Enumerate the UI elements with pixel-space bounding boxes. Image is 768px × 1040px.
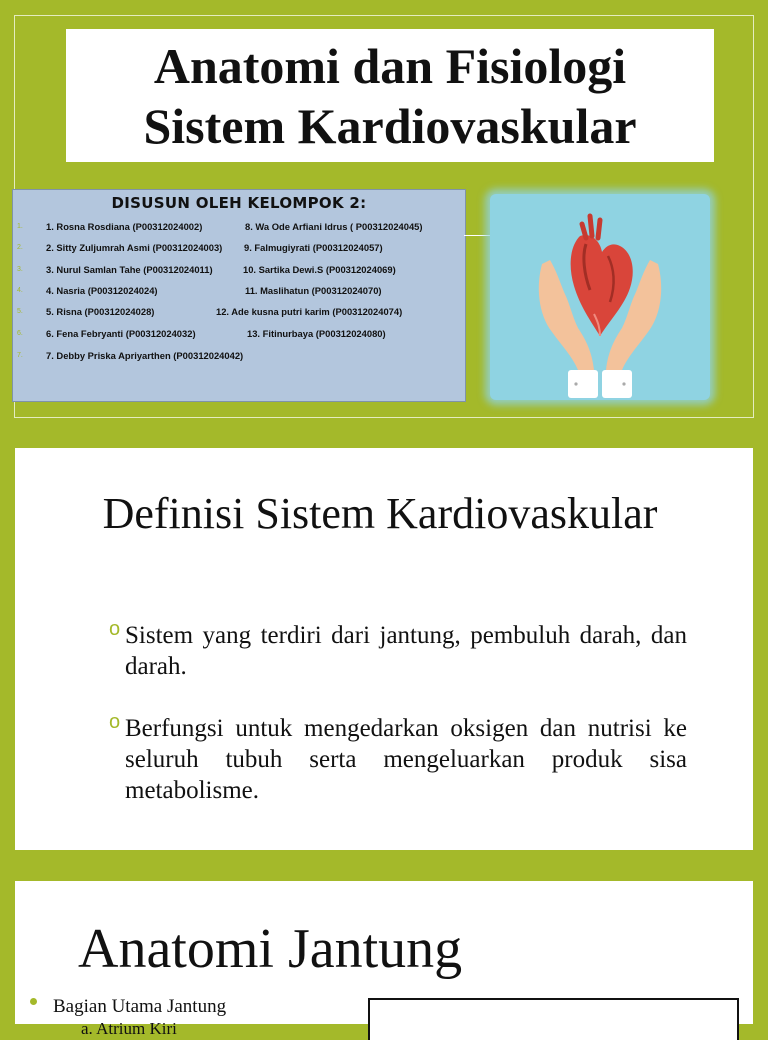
member-row bbox=[13, 285, 465, 303]
anatomy-slide bbox=[15, 881, 753, 1038]
bullet-text: Sistem yang terdiri dari jantung, pembuluh darah, dan darah. bbox=[125, 622, 687, 680]
member-left: 5. Risna (P00312024028) bbox=[46, 306, 155, 317]
bullet-dot-icon bbox=[30, 998, 37, 1005]
member-left: 3. Nurul Samlan Tahe (P00312024011) bbox=[46, 264, 213, 275]
member-row bbox=[13, 328, 465, 346]
definition-slide bbox=[15, 448, 753, 850]
member-row bbox=[13, 242, 465, 260]
member-left: 2. Sitty Zuljumrah Asmi (P00312024003) bbox=[46, 242, 223, 253]
member-left: 1. Rosna Rosdiana (P00312024002) bbox=[46, 221, 203, 232]
member-row bbox=[13, 264, 465, 282]
bullet-text: Berfungsi untuk mengedarkan oksigen dan nutrisi ke seluruh tubuh serta mengeluarkan produk sisa metabolisme. bbox=[125, 715, 687, 804]
diagram-frame bbox=[368, 998, 739, 1040]
bullet-circle-icon: o bbox=[109, 711, 121, 733]
member-left: 4. Nasria (P00312024024) bbox=[46, 285, 158, 296]
connector-line bbox=[464, 235, 492, 236]
member-right: 11. Maslihatun (P00312024070) bbox=[245, 285, 382, 296]
member-right: 9. Falmugiyrati (P00312024057) bbox=[244, 242, 383, 253]
bullet-item bbox=[109, 713, 687, 806]
slide-title: Definisi Sistem Kardiovaskular bbox=[102, 489, 658, 538]
row-number: 5. bbox=[17, 308, 23, 315]
group-members-box bbox=[12, 189, 466, 402]
row-number: 3. bbox=[17, 266, 23, 273]
slide-title: Anatomi Jantung bbox=[78, 918, 463, 980]
member-row bbox=[13, 350, 465, 368]
title-slide bbox=[14, 15, 754, 418]
row-number: 4. bbox=[17, 287, 23, 294]
member-left: 6. Fena Febryanti (P00312024032) bbox=[46, 328, 196, 339]
row-number: 2. bbox=[17, 244, 23, 251]
bullet-circle-icon: o bbox=[109, 618, 121, 640]
presentation-title-line-1: Anatomi dan Fisiologi bbox=[153, 37, 627, 94]
member-right: 10. Sartika Dewi.S (P00312024069) bbox=[243, 264, 396, 275]
bullet-text: Bagian Utama Jantung bbox=[53, 996, 227, 1017]
member-row bbox=[13, 306, 465, 324]
member-row bbox=[13, 221, 465, 239]
group-heading: DISUSUN OLEH KELOMPOK 2: bbox=[111, 194, 367, 212]
row-number: 1. bbox=[17, 223, 23, 230]
bullet-item bbox=[109, 620, 687, 682]
row-number: 7. bbox=[17, 352, 23, 359]
member-right: 13. Fitinurbaya (P00312024080) bbox=[247, 328, 386, 339]
presentation-title-line-2: Sistem Kardiovaskular bbox=[143, 97, 637, 154]
sub-bullet-text: a. Atrium Kiri bbox=[81, 1019, 177, 1038]
member-left: 7. Debby Priska Apriyarthen (P00312024042) bbox=[46, 350, 244, 361]
hands-holding-heart-icon bbox=[490, 194, 710, 400]
title-box bbox=[66, 29, 714, 162]
member-right: 8. Wa Ode Arfiani Idrus ( P00312024045) bbox=[245, 221, 423, 232]
member-right: 12. Ade kusna putri karim (P00312024074) bbox=[216, 306, 403, 317]
row-number: 6. bbox=[17, 330, 23, 337]
